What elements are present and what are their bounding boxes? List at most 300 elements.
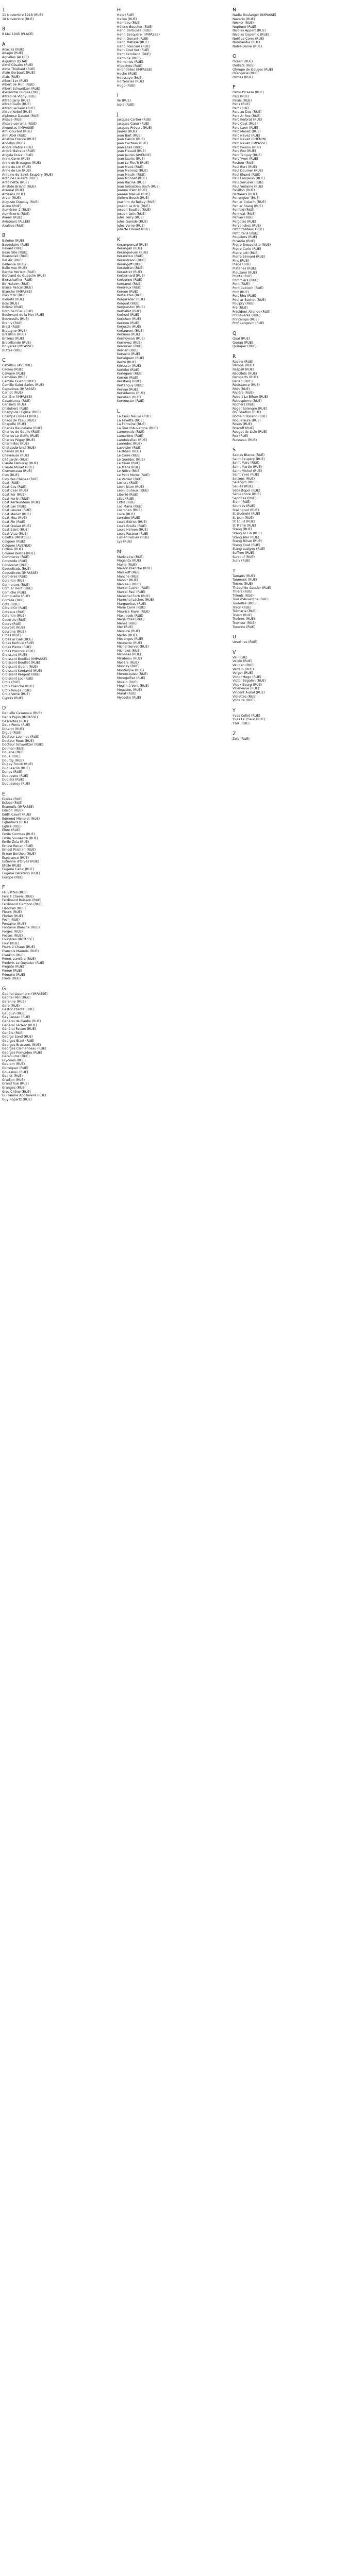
street-entry: Hugo (RUE) <box>117 83 136 88</box>
street-entry: Sables Blancs (RUE) <box>233 453 265 457</box>
street-entry: Mer (RUE) <box>117 625 134 630</box>
street-entry: Voltaire (RUE) <box>233 699 255 703</box>
section-heading: Z <box>233 731 236 737</box>
street-entry: Quai (RUE) <box>233 336 250 341</box>
street-entry: Mégalithes (RUE) <box>117 618 145 622</box>
column-2 <box>117 2 231 700</box>
street-entry: Coat Caer (RUE) <box>2 489 28 493</box>
street-entry: Cornouaille (RUE) <box>2 595 30 599</box>
street-entry: Jean Macé (RUE) <box>117 165 144 169</box>
street-entry: Kerhuel (RUE) <box>117 313 139 317</box>
street-entry: Le Bihan (RUE) <box>117 450 141 454</box>
street-entry: Ami Courant (RUE) <box>2 130 32 134</box>
street-entry: Douane (RUE) <box>2 751 25 755</box>
street-entry: Tamaris (RUE) <box>233 574 255 578</box>
street-entry: Leclerc (RUE) <box>117 481 139 485</box>
street-entry: Anne Corre (RUE) <box>2 157 30 161</box>
street-entry: Ormes (RUE) <box>233 75 253 79</box>
section-heading: 8 <box>2 26 6 32</box>
street-entry: Saint Exupéry (RUE) <box>233 457 265 461</box>
street-entry: Baudelaire (RUE) <box>2 243 29 247</box>
street-entry: Florian (RUE) <box>2 914 23 918</box>
street-entry: Albert 1er (RUE) <box>2 79 28 83</box>
street-entry: Edmond Michelet (RUE) <box>2 817 40 821</box>
street-entry: Claude Monet (RUE) <box>2 465 35 469</box>
street-entry: Alfred Jarry (RUE) <box>2 98 30 103</box>
street-entry: Charles Péguy (RUE) <box>2 438 35 442</box>
street-entry: Charmilles (RUE) <box>2 442 29 446</box>
street-entry: Louis Blériot (RUE) <box>117 520 147 524</box>
street-entry: Kerautret (RUE) <box>117 270 142 274</box>
street-entry: Charles de Gaulle (RUE) <box>2 430 41 434</box>
street-entry: Yves Collet (RUE) <box>233 714 260 718</box>
street-entry: Hoche (RUE) <box>117 72 138 76</box>
street-entry: Stang Bihan (RUE) <box>233 539 262 544</box>
street-entry: Le Nôtre (RUE) <box>117 469 141 473</box>
street-entry: Hermine (RUE) <box>117 56 141 60</box>
street-entry: Jean Fréaud (RUE) <box>117 149 146 154</box>
street-entry: Maréchal Foch (RUE) <box>117 594 151 598</box>
street-entry: St Pierre (RUE) <box>233 523 256 528</box>
street-entry: Gorréquer (RUE) <box>2 1066 28 1071</box>
street-entry: Clos des Chênes (RUE) <box>2 477 39 481</box>
street-entry: Camélias (RUE) <box>2 376 27 380</box>
section-heading: C <box>2 358 6 364</box>
street-entry: Troënes (RUE) <box>233 617 255 621</box>
street-entry: Etoile (RUE) <box>2 863 21 868</box>
street-entry: Baleine (RUE) <box>2 239 24 243</box>
street-entry: Four (RUE) <box>2 941 20 945</box>
street-entry: Le Verrier (RUE) <box>117 477 143 481</box>
street-entry: Magenta (RUE) <box>117 559 141 563</box>
street-entry: Jean Le Floc'h (RUE) <box>117 161 150 165</box>
street-entry: Montaigne (RUE) <box>117 668 144 672</box>
street-entry: Branly (RUE) <box>2 321 23 325</box>
street-entry: Coat Pin (RUE) <box>2 520 26 524</box>
street-entry: Kériolet (RUE) <box>117 368 140 372</box>
street-entry: Andelys (RUE) <box>2 142 25 146</box>
street-entry: Cyprès (RUE) <box>2 696 23 700</box>
street-entry: Léon Jouhaux (RUE) <box>117 489 149 493</box>
street-entry: Georges Pompidou (RUE) <box>2 1050 42 1055</box>
street-entry: Croissant Kergoat (RUE) <box>2 673 41 677</box>
street-entry: Kerbernard (RUE) <box>117 274 145 278</box>
street-entry: Cours (RUE) <box>2 622 22 626</box>
street-entry: Ernest Psichari (RUE) <box>2 848 36 852</box>
street-entry: Coquelicots (IMPASSE) <box>2 571 38 575</box>
street-entry: Racine (RUE) <box>233 360 254 364</box>
street-entry: Sébastopol (RUE) <box>233 488 260 493</box>
street-entry: Pré (RUE) <box>233 306 248 310</box>
street-entry: Kervéguen (RUE) <box>117 356 144 360</box>
street-entry: Coat Lesvez (RUE) <box>2 509 31 513</box>
street-entry: Gare (RUE) <box>2 1004 20 1008</box>
street-entry: Emile Zola (RUE) <box>2 840 29 844</box>
street-entry: Aiguillon (QUAI) <box>2 59 27 63</box>
street-entry: Gabriel Lippmann (IMPASSE) <box>2 992 48 996</box>
street-entry: La Croix Neuve (RUE) <box>117 415 152 419</box>
street-entry: Beausoleil (RUE) <box>2 255 29 259</box>
street-entry: Hirondelles (IMPASSE) <box>117 68 152 72</box>
street-entry: Jean Jaurès (RUE) <box>117 157 145 161</box>
street-entry: Charles Baudelaire (RUE) <box>2 426 42 430</box>
street-entry: Pont Cabioch (RUE) <box>233 286 264 290</box>
street-entry: Belle Vue (RUE) <box>2 266 27 270</box>
section-heading: P <box>233 84 236 91</box>
street-entry: Aulne (RUE) <box>2 204 22 208</box>
street-entry: Lucien Febvre (RUE) <box>117 536 150 540</box>
street-entry: Robert Le Bihan (RUE) <box>233 395 268 399</box>
street-entry: Louis Braille (RUE) <box>117 524 147 528</box>
street-entry: Genêts (RUE) <box>2 1031 24 1035</box>
street-entry: François Maurois (RUE) <box>2 950 39 954</box>
street-entry: Kerjestin (RUE) <box>117 325 141 329</box>
street-entry: Paul Eluard (RUE) <box>233 173 261 177</box>
street-entry: Violettes (RUE) <box>233 694 257 699</box>
street-entry: Président Allende (RUE) <box>233 310 271 314</box>
street-entry: Marceau (RUE) <box>117 582 141 586</box>
street-entry: Frères Lumière (RUE) <box>2 957 36 961</box>
street-entry: Jean Monnet (RUE) <box>117 177 147 181</box>
street-entry: Jules Ferry (RUE) <box>117 216 144 220</box>
street-entry: Calvaire (RUE) <box>2 371 25 376</box>
street-entry: Récollets (RUE) <box>233 371 257 376</box>
street-entry: Mimosas (RUE) <box>117 653 141 657</box>
street-entry: Georges Clemenceau (RUE) <box>2 1047 46 1051</box>
section-heading: I <box>117 93 119 99</box>
street-entry: Montgolfier (RUE) <box>117 676 145 681</box>
street-entry: Grand'Rue (RUE) <box>2 1082 29 1086</box>
street-entry: Surcouf (RUE) <box>233 555 255 559</box>
street-entry: Arsenal (RUE) <box>2 189 24 193</box>
street-entry: Antoinette (RUE) <box>2 180 29 184</box>
street-entry: Kerguestoc (RUE) <box>117 306 145 310</box>
street-entry: Croix Verte (RUE) <box>2 692 30 697</box>
street-entry: Nadia Boulanger (IMPASSE) <box>233 13 276 17</box>
street-entry: Franklin (RUE) <box>2 953 25 957</box>
street-entry: Parc Coat (RUE) <box>233 122 258 126</box>
street-entry: Tourelles (RUE) <box>233 601 257 605</box>
street-entry: Fauvettes (RUE) <box>2 891 28 895</box>
street-entry: Henri Becquerel (IMPASSE) <box>117 32 160 37</box>
street-entry: Loire (RUE) <box>117 512 135 516</box>
street-entry: Keranguéven (RUE) <box>117 250 148 255</box>
street-entry: Roses (RUE) <box>233 422 252 427</box>
street-entry: Henri Dunant (RUE) <box>117 37 148 41</box>
street-entry: Gouesnou (RUE) <box>2 1070 28 1074</box>
street-entry: Stang Luzigou (RUE) <box>233 547 266 551</box>
street-entry: Estienne d'Orves (RUE) <box>2 860 39 864</box>
street-entry: Anatole France (RUE) <box>2 138 36 142</box>
street-entry: Parc Nevez (CHEMIN) <box>233 138 267 142</box>
street-entry: Plage (RUE) <box>233 263 252 267</box>
street-entry: Verdun (RUE) <box>233 667 254 671</box>
section-heading: Y <box>233 707 236 714</box>
street-entry: Croas Prennou (RUE) <box>2 649 36 653</box>
street-entry: Goulet (RUE) <box>2 1074 23 1078</box>
street-entry: Ernest Renan (RUE) <box>2 844 34 848</box>
street-entry: Alphonse Daudet (RUE) <box>2 114 40 118</box>
street-entry: Cadiou (RUE) <box>2 367 23 371</box>
street-entry: Jean Moulin (RUE) <box>117 173 146 177</box>
street-entry: Île (RUE) <box>117 99 131 103</box>
street-entry: Kernon (RUE) <box>117 376 139 380</box>
street-entry: Lorraine (RUE) <box>117 516 140 520</box>
street-entry: Kereon (RUE) <box>117 290 139 294</box>
street-entry: Carrière (IMPASSE) <box>2 395 32 399</box>
street-entry: Hameau (RUE) <box>117 21 141 25</box>
street-entry: Trémaria (RUE) <box>233 609 257 614</box>
street-entry: Bouvreuils (RUE) <box>2 317 29 321</box>
street-entry: Chevreuse (RUE) <box>2 453 29 457</box>
street-entry: Casablanca (RUE) <box>2 399 31 403</box>
street-entry: Boulevard de la Mer (RUE) <box>2 313 44 317</box>
street-entry: Navarin (RUE) <box>233 17 255 21</box>
street-entry: Coat Lan (RUE) <box>2 504 26 509</box>
street-entry: Eugène Cadic (RUE) <box>2 868 34 872</box>
street-entry: Sully (RUE) <box>233 559 251 563</box>
street-entry: Saules (RUE) <box>233 484 253 488</box>
street-entry: Kerlaurent (RUE) <box>117 329 144 333</box>
street-entry: Côte (RUE) <box>2 602 20 606</box>
street-entry: Sept Iles (RUE) <box>233 496 257 500</box>
street-entry: Kertanguy (RUE) <box>117 384 144 388</box>
street-entry: André Malraux (RUE) <box>2 149 36 154</box>
street-entry: Verger (RUE) <box>233 671 253 675</box>
street-entry: Lambézellec (RUE) <box>117 438 147 442</box>
street-entry: Coat Menez (RUE) <box>2 512 31 516</box>
street-entry: Chaos de l'Eau (RUE) <box>2 418 36 422</box>
street-entry: Saint Marc (RUE) <box>233 461 260 465</box>
street-entry: Moncey (RUE) <box>117 665 140 669</box>
street-entry: Maurice Ravel (RUE) <box>117 609 150 614</box>
column-3 <box>233 2 347 741</box>
street-entry: Fers à Cheval (RUE) <box>2 894 34 899</box>
street-entry: Aime Thiébaut (RUE) <box>2 67 36 71</box>
street-entry: St Guénolé (RUE) <box>233 512 260 516</box>
street-entry: 8 Mai 1945 (PLACE) <box>2 32 34 37</box>
street-entry: Capucines (IMPASSE) <box>2 387 36 391</box>
street-entry: Brocéliande (RUE) <box>2 341 31 345</box>
street-entry: Parc Tanguy (RUE) <box>233 153 262 157</box>
street-entry: Glycines (RUE) <box>2 1058 26 1062</box>
street-entry: Mésanges (RUE) <box>117 637 143 641</box>
section-heading: V <box>233 649 236 655</box>
street-entry: Carnot (RUE) <box>2 391 23 395</box>
street-entry: Corrèze (RUE) <box>2 598 25 602</box>
street-entry: Blés d'Or (RUE) <box>2 294 27 298</box>
street-entry: Chenes (RUE) <box>2 450 24 454</box>
street-entry: Hent Coat Ker (RUE) <box>117 48 150 53</box>
street-entry: Turenne (RUE) <box>233 625 256 629</box>
street-entry: Vieux Bourg (RUE) <box>233 683 262 687</box>
street-entry: La Fontaine (RUE) <box>117 422 146 427</box>
street-entry: Eugène Delacroix (RUE) <box>2 871 40 875</box>
street-entry: Juliette Drouet (RUE) <box>117 228 151 232</box>
street-entry: Deux Ponts (RUE) <box>2 723 30 727</box>
section-heading: O <box>233 54 237 60</box>
street-entry: Cerisiers (RUE) <box>2 403 26 407</box>
street-entry: Stang Alar (RUE) <box>233 535 259 539</box>
street-entry: Cité Jardin (RUE) <box>2 457 29 462</box>
street-entry: Bir Hakeim (RUE) <box>2 282 30 286</box>
street-entry: Résistance (RUE) <box>233 383 260 387</box>
street-entry: Houssaye (RUE) <box>117 76 143 80</box>
street-entry: Angela Duval (RUE) <box>2 153 34 157</box>
street-entry: Jeanne Malivel (RUE) <box>117 192 151 196</box>
street-entry: Frédéric Le Guyader (RUE) <box>2 961 44 965</box>
street-entry: Diderot (RUE) <box>2 727 24 731</box>
street-entry: Petit Paris (RUE) <box>233 231 259 235</box>
street-entry: Saint Yves (RUE) <box>233 473 259 477</box>
street-entry: Paul Doumer (RUE) <box>233 169 263 173</box>
street-entry: Pêcheurs (RUE) <box>233 192 257 196</box>
street-entry: Ursulines (RUE) <box>233 640 258 645</box>
street-entry: Coat Mez (RUE) <box>2 516 27 520</box>
street-entry: Kerrien (RUE) <box>117 348 139 352</box>
street-entry: Croissant Kerdavid (RUE) <box>2 669 42 673</box>
street-entry: Le Corre (RUE) <box>117 453 141 457</box>
street-entry: Remparts (RUE) <box>233 376 258 380</box>
street-entry: Isole (RUE) <box>117 103 135 107</box>
street-entry: Marie Curie (RUE) <box>117 606 146 610</box>
street-entry: Henri Matisse (RUE) <box>117 41 149 45</box>
street-entry: Coat Vraz (RUE) <box>2 532 28 536</box>
street-entry: Pointe (RUE) <box>233 275 253 279</box>
street-entry: Pen ar Créac'h (RUE) <box>233 200 266 204</box>
street-entry: Alaïs (RUE) <box>2 75 20 79</box>
street-entry: Gros Chêne (RUE) <box>2 1090 31 1094</box>
street-entry: Yser (RUE) <box>233 722 250 726</box>
street-entry: Antoine de Saint-Exupéry (RUE) <box>2 173 53 177</box>
street-entry: Keranroux (RUE) <box>117 255 144 259</box>
street-entry: Kerhallet (RUE) <box>117 309 141 313</box>
street-entry: Corentin (RUE) <box>2 579 26 583</box>
street-entry: Léon Blum (RUE) <box>117 485 144 489</box>
street-entry: Ami Abel (RUE) <box>2 133 27 138</box>
street-entry: Lavoisier (RUE) <box>117 446 142 450</box>
street-entry: Le Petit Moros (RUE) <box>117 473 150 477</box>
street-entry: Pommiers (RUE) <box>233 278 259 282</box>
street-entry: Liberté (RUE) <box>117 493 139 497</box>
street-entry: Kerichen (RUE) <box>117 317 141 321</box>
street-entry: Renan (RUE) <box>233 379 253 383</box>
street-entry: Aristide Briand (RUE) <box>2 184 36 189</box>
street-entry: Quimper (RUE) <box>233 345 257 349</box>
street-entry: Marcel Paul (RUE) <box>117 590 145 594</box>
street-entry: Aimé Césaire (RUE) <box>2 63 34 67</box>
street-entry: Mouettes (RUE) <box>117 688 142 692</box>
street-entry: Tanneurs (RUE) <box>233 578 257 582</box>
street-entry: Stang (RUE) <box>233 528 252 532</box>
street-entry: Ecureuils (IMPASSE) <box>2 805 34 809</box>
street-entry: Oeillets (RUE) <box>233 63 255 67</box>
street-entry: Adagio (RUE) <box>2 52 23 56</box>
street-entry: Pins (RUE) <box>233 259 249 263</box>
section-heading: U <box>233 634 236 640</box>
street-entry: Kervao (RUE) <box>117 387 138 392</box>
section-heading: J <box>117 112 119 118</box>
street-entry: Noël Le Corre (RUE) <box>233 37 264 41</box>
street-entry: Saisons (RUE) <box>233 477 255 481</box>
street-entry: Colonel Kerros (RUE) <box>2 551 35 555</box>
street-entry: Maine (RUE) <box>117 563 137 567</box>
street-entry: Alfred Lecoeur (RUE) <box>2 106 36 110</box>
street-entry: Tromeur (RUE) <box>233 621 256 625</box>
street-entry: Jeanne d'Arc (RUE) <box>117 189 147 193</box>
street-entry: Georges Brassens (RUE) <box>2 1043 41 1047</box>
street-entry: Kerléguer (RUE) <box>117 372 143 376</box>
street-entry: Ternes (RUE) <box>233 582 253 586</box>
street-entry: Flandres (RUE) <box>2 906 26 910</box>
street-entry: Frimaire (RUE) <box>2 973 25 977</box>
street-entry: Géraniums (RUE) <box>2 1055 30 1059</box>
street-entry: Pont (RUE) <box>233 282 250 286</box>
street-entry: Paris (RUE) <box>233 103 251 107</box>
street-entry: Penker (RUE) <box>233 216 254 220</box>
street-entry: Peupliers (RUE) <box>233 235 257 240</box>
street-entry: Croix Rouge (RUE) <box>2 688 31 692</box>
street-entry: Granges (RUE) <box>2 1086 26 1090</box>
street-entry: Buttes (RUE) <box>2 348 23 352</box>
street-entry: Mercure (RUE) <box>117 629 140 633</box>
street-entry: Champs Elysées (RUE) <box>2 415 39 419</box>
street-entry: Danielle Casanova (RUE) <box>2 711 42 716</box>
street-entry: Joachim du Bellay (RUE) <box>117 200 156 204</box>
street-entry: Croas (RUE) <box>2 634 22 638</box>
street-entry: Croas Pierre (RUE) <box>2 646 31 650</box>
street-entry: Champ de l'Eglise (RUE) <box>2 411 41 415</box>
street-entry: Colline (RUE) <box>2 548 23 552</box>
street-entry: Bruyères (IMPASSE) <box>2 345 34 349</box>
street-entry: Brest (RUE) <box>2 325 21 329</box>
street-entry: Europe (RUE) <box>2 875 24 879</box>
section-heading: H <box>117 7 121 13</box>
street-entry: Alfred Nobel (RUE) <box>2 110 32 114</box>
section-heading: E <box>2 791 6 797</box>
street-entry: Primevères (RUE) <box>233 314 261 318</box>
street-entry: Kerourien (RUE) <box>117 345 143 349</box>
street-entry: Descartes (RUE) <box>2 719 28 723</box>
street-entry: Jean Jaurès (AVENUE) <box>117 153 152 157</box>
street-entry: Siam (RUE) <box>233 500 251 504</box>
street-entry: Merlin (RUE) <box>117 633 137 637</box>
street-entry: Gabriel Péri (RUE) <box>2 996 31 1000</box>
street-entry: Kerzu (RUE) <box>117 360 136 364</box>
street-entry: Nicolas Appert (RUE) <box>233 29 266 33</box>
street-entry: Chapelle (RUE) <box>2 422 26 427</box>
street-entry: Fougères (IMPASSE) <box>2 938 34 942</box>
street-entry: Quéau (RUE) <box>233 341 253 345</box>
street-entry: Vauban (RUE) <box>233 663 255 667</box>
street-entry: Paul Sérusier (RUE) <box>233 180 263 184</box>
street-entry: Madeleine (RUE) <box>117 555 144 559</box>
street-entry: Penanguer (RUE) <box>233 196 260 200</box>
street-entry: Paul Bert (RUE) <box>233 165 257 169</box>
street-entry: Pergolas (RUE) <box>233 219 256 224</box>
street-entry: Parc Kerbrat (RUE) <box>233 118 262 122</box>
street-entry: Alsace (RUE) <box>2 118 23 122</box>
street-entry: Cabellou (AVENUE) <box>2 364 32 368</box>
street-entry: Fosses (RUE) <box>2 934 23 938</box>
street-entry: Michelet (RUE) <box>117 649 141 653</box>
street-entry: Artisans (RUE) <box>2 192 25 196</box>
street-entry: Platanes (RUE) <box>233 267 256 271</box>
street-entry: Moulin à Vent (RUE) <box>117 684 149 688</box>
street-entry: Gaston Planté (RUE) <box>2 1008 35 1012</box>
street-entry: St Louis (RUE) <box>233 520 255 524</box>
street-entry: Croas Kerhuel (RUE) <box>2 641 35 646</box>
